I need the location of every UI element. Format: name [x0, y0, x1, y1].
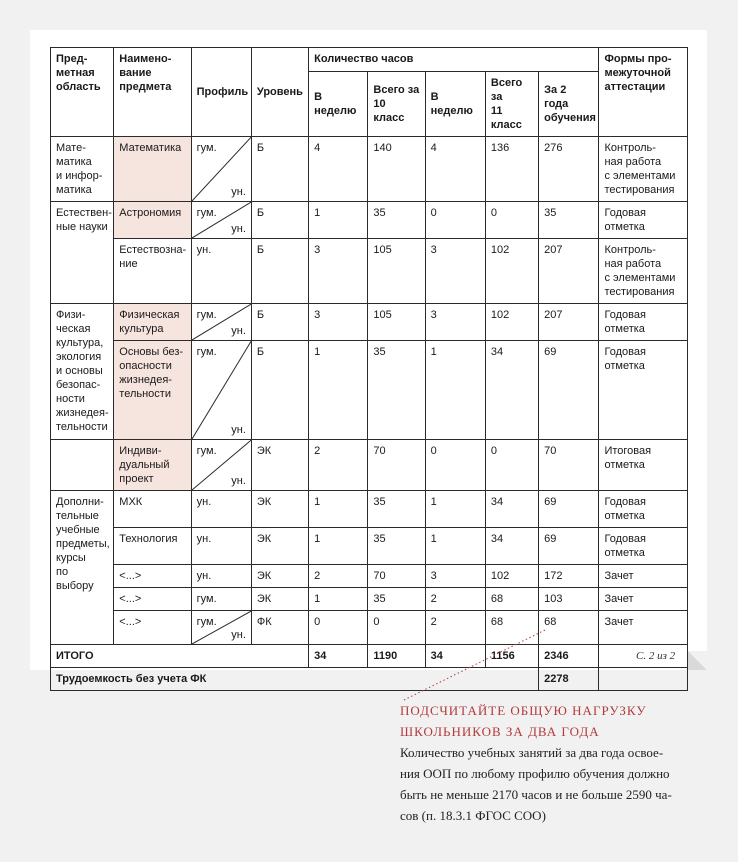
total-label: ИТОГО: [51, 645, 309, 668]
week11-cell: 2: [425, 611, 485, 645]
total-total11: 1156: [485, 645, 538, 668]
subject-cell: <...>: [114, 565, 191, 588]
total10-cell: 105: [368, 304, 425, 341]
level-cell: ЭК: [251, 440, 308, 491]
week10-cell: 3: [309, 304, 368, 341]
note-title-line1: ПОДСЧИТАЙТЕ ОБЩУЮ НАГРУЗКУ: [400, 703, 647, 718]
note-title-line2: ШКОЛЬНИКОВ ЗА ДВА ГОДА: [400, 724, 600, 739]
level-cell: Б: [251, 239, 308, 304]
subject-cell: Естествозна- ние: [114, 239, 191, 304]
note-text: Количество учебных занятий за два года освое- ния ООП по любому профилю обучения должно быть не меньше 2170 часов и не больше 2590 ча- сов (п. 18.3.1 ФГОС СОО): [400, 745, 672, 823]
total11-cell: 34: [485, 491, 538, 528]
two-years-cell: 103: [539, 588, 599, 611]
two-years-cell: 35: [539, 202, 599, 239]
area-cell: Естествен- ные науки: [51, 202, 114, 304]
header-total10: Всего за 10 класс: [368, 72, 425, 137]
two-years-cell: 207: [539, 304, 599, 341]
week10-cell: 1: [309, 491, 368, 528]
total10-cell: 105: [368, 239, 425, 304]
form-cell: Годовая отметка: [599, 528, 688, 565]
week11-cell: 1: [425, 341, 485, 440]
week11-cell: 3: [425, 565, 485, 588]
total11-cell: 102: [485, 565, 538, 588]
header-hours: Количество часов: [309, 48, 599, 72]
subject-cell: <...>: [114, 611, 191, 645]
total10-cell: 35: [368, 202, 425, 239]
header-week11: В неделю: [425, 72, 485, 137]
form-cell: Годовая отметка: [599, 491, 688, 528]
subject-cell: Математика: [114, 137, 191, 202]
header-forms: Формы про- межуточной аттестации: [599, 48, 688, 137]
level-cell: ЭК: [251, 588, 308, 611]
week11-cell: 1: [425, 528, 485, 565]
level-cell: ЭК: [251, 565, 308, 588]
profile-cell: ун.: [191, 239, 251, 304]
week11-cell: 3: [425, 239, 485, 304]
total10-cell: 0: [368, 611, 425, 645]
total10-cell: 70: [368, 565, 425, 588]
page-number: С. 2 из 2: [636, 650, 676, 662]
header-level: Уровень: [251, 48, 308, 137]
profile-cell: ун.: [191, 528, 251, 565]
week10-cell: 1: [309, 588, 368, 611]
week10-cell: 2: [309, 565, 368, 588]
two-years-cell: 172: [539, 565, 599, 588]
form-cell: Годовая отметка: [599, 202, 688, 239]
two-years-cell: 69: [539, 341, 599, 440]
header-total11: Всего за 11 класс: [485, 72, 538, 137]
two-years-cell: 69: [539, 528, 599, 565]
subject-cell: МХК: [114, 491, 191, 528]
header-profile: Профиль: [191, 48, 251, 137]
profile-cell: гум. ун.: [191, 202, 251, 239]
total-week11: 34: [425, 645, 485, 668]
total10-cell: 70: [368, 440, 425, 491]
total11-cell: 34: [485, 528, 538, 565]
two-years-cell: 68: [539, 611, 599, 645]
total11-cell: 136: [485, 137, 538, 202]
profile-cell: гум. ун.: [191, 341, 251, 440]
total-week10: 34: [309, 645, 368, 668]
week11-cell: 1: [425, 491, 485, 528]
subject-cell: Физическая культура: [114, 304, 191, 341]
profile-cell: гум. ун.: [191, 611, 251, 645]
week10-cell: 1: [309, 341, 368, 440]
area-cell: Мате- матика и инфор- матика: [51, 137, 114, 202]
two-years-cell: 276: [539, 137, 599, 202]
header-subject: Наимено- вание предмета: [114, 48, 191, 137]
level-cell: Б: [251, 202, 308, 239]
subject-cell: <...>: [114, 588, 191, 611]
level-cell: ФК: [251, 611, 308, 645]
total11-cell: 0: [485, 440, 538, 491]
total10-cell: 35: [368, 588, 425, 611]
form-cell: Контроль- ная работа с элементами тестирования: [599, 137, 688, 202]
week10-cell: 4: [309, 137, 368, 202]
total-total10: 1190: [368, 645, 425, 668]
profile-cell: гум. ун.: [191, 440, 251, 491]
profile-cell: ун.: [191, 491, 251, 528]
form-cell: Итоговая отметка: [599, 440, 688, 491]
profile-cell: гум. ун.: [191, 137, 251, 202]
level-cell: Б: [251, 341, 308, 440]
profile-cell: гум.: [191, 588, 251, 611]
form-cell: Зачет: [599, 565, 688, 588]
area-cell: Дополни- тельные учебные предметы, курсы по выбору: [51, 491, 114, 645]
week11-cell: 2: [425, 588, 485, 611]
week11-cell: 0: [425, 202, 485, 239]
form-cell: Зачет: [599, 611, 688, 645]
week10-cell: 1: [309, 202, 368, 239]
week11-cell: 3: [425, 304, 485, 341]
week10-cell: 3: [309, 239, 368, 304]
level-cell: Б: [251, 137, 308, 202]
effort-value: 2278: [539, 668, 599, 691]
header-area: Пред- метная область: [51, 48, 114, 137]
total10-cell: 35: [368, 491, 425, 528]
header-week10: В неделю: [309, 72, 368, 137]
two-years-cell: 70: [539, 440, 599, 491]
week11-cell: 0: [425, 440, 485, 491]
subject-cell: Астрономия: [114, 202, 191, 239]
total11-cell: 102: [485, 304, 538, 341]
form-cell: Годовая отметка: [599, 304, 688, 341]
level-cell: ЭК: [251, 491, 308, 528]
form-cell: Годовая отметка: [599, 341, 688, 440]
total10-cell: 35: [368, 528, 425, 565]
callout-note: [400, 700, 710, 826]
level-cell: Б: [251, 304, 308, 341]
two-years-cell: 207: [539, 239, 599, 304]
form-cell: Контроль- ная работа с элементами тестирования: [599, 239, 688, 304]
week10-cell: 2: [309, 440, 368, 491]
level-cell: ЭК: [251, 528, 308, 565]
effort-label: Трудоемкость без учета ФК: [51, 668, 539, 691]
profile-cell: гум. ун.: [191, 304, 251, 341]
total10-cell: 35: [368, 341, 425, 440]
area-cell: Физи- ческая культура, экология и основы безопас- ности жизнедея- тельности: [51, 304, 114, 440]
total11-cell: 0: [485, 202, 538, 239]
total-two-years: 2346: [539, 645, 599, 668]
total11-cell: 68: [485, 611, 538, 645]
subject-cell: Технология: [114, 528, 191, 565]
week10-cell: 1: [309, 528, 368, 565]
subject-cell: Основы без- опасности жизнедея- тельности: [114, 341, 191, 440]
total11-cell: 102: [485, 239, 538, 304]
two-years-cell: 69: [539, 491, 599, 528]
total11-cell: 68: [485, 588, 538, 611]
form-cell: Зачет: [599, 588, 688, 611]
week10-cell: 0: [309, 611, 368, 645]
week11-cell: 4: [425, 137, 485, 202]
subject-cell: Индиви- дуальный проект: [114, 440, 191, 491]
total10-cell: 140: [368, 137, 425, 202]
profile-cell: ун.: [191, 565, 251, 588]
header-two-years: За 2 года обучения: [539, 72, 599, 137]
total11-cell: 34: [485, 341, 538, 440]
